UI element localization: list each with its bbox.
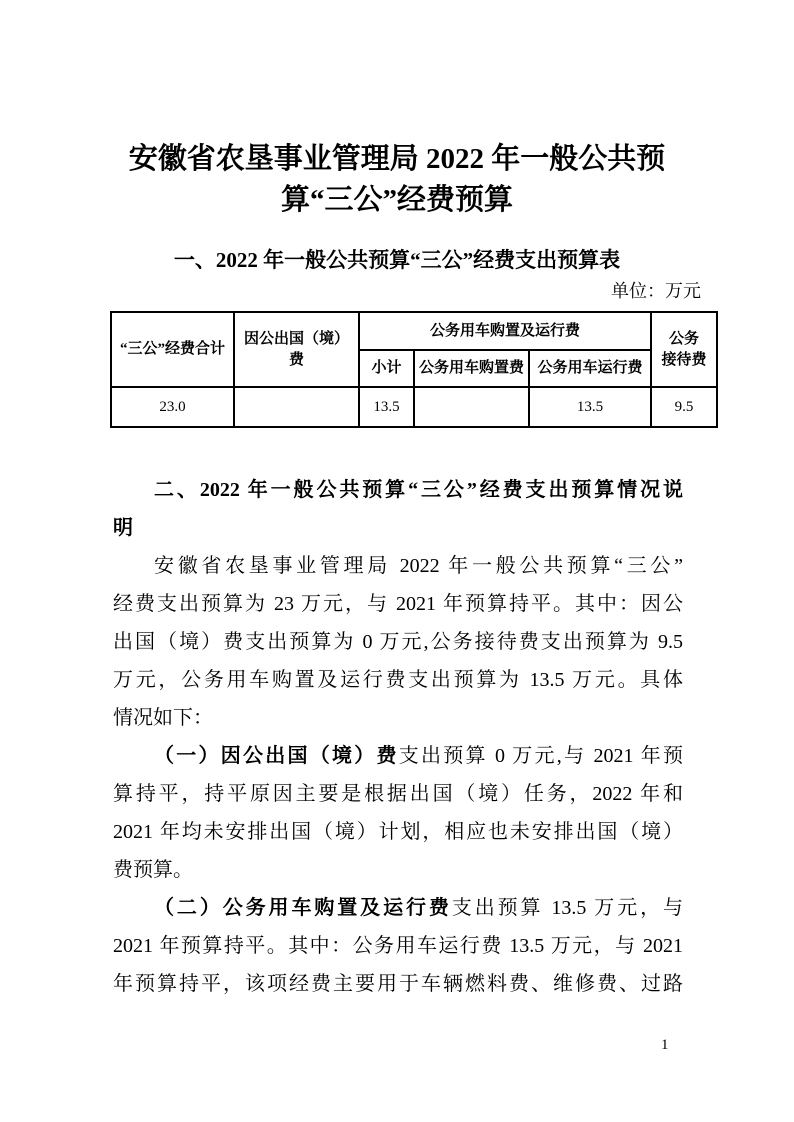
body-line — [113, 889, 683, 927]
sangong-budget-table — [110, 311, 718, 428]
body-line — [113, 737, 683, 775]
page-number: 1 — [661, 1037, 669, 1053]
body-segment: 支出预算 13.5 万元，与 — [451, 897, 684, 919]
body-line — [113, 547, 683, 585]
body-line — [113, 471, 683, 509]
body-segment: 情况如下： — [113, 707, 213, 729]
body-segment: 支出预算 0 万元,与 2021 年预 — [398, 745, 683, 767]
body-bold-segment: 二、2022 年一般公共预算“三公”经费支出预算情况说 — [154, 479, 683, 501]
header-reception-line2: 接待费 — [661, 351, 707, 368]
body-segment: 2021 年均未安排出国（境）计划，相应也未安排出国（境） — [113, 821, 683, 843]
body-line — [113, 623, 683, 661]
body-segment: 年预算持平，该项经费主要用于车辆燃料费、维修费、过路 — [113, 973, 683, 995]
header-total: “三公”经费合计 — [111, 312, 234, 387]
body-segment: 安徽省农垦事业管理局 2022 年一般公共预算“三公” — [154, 555, 683, 577]
value-total: 23.0 — [111, 387, 234, 427]
header-reception-line1: 公务 — [669, 331, 700, 348]
body-segment: 万元，公务用车购置及运行费支出预算为 13.5 万元。具体 — [113, 669, 683, 691]
body-bold-segment: （二）公务用车购置及运行费 — [154, 897, 452, 919]
body-line — [113, 699, 683, 737]
header-reception — [651, 312, 717, 387]
value-abroad — [234, 387, 359, 427]
value-vehicle-purchase — [414, 387, 529, 427]
body-line — [113, 851, 683, 889]
body-line — [113, 813, 683, 851]
body-segment: 经费支出预算为 23 万元，与 2021 年预算持平。其中：因公 — [113, 593, 683, 615]
value-subtotal: 13.5 — [359, 387, 414, 427]
body-line — [113, 585, 683, 623]
header-vehicle-purchase: 公务用车购置费 — [414, 350, 529, 387]
unit-label: 单位：万元 — [611, 281, 701, 301]
body-line — [113, 509, 683, 547]
body-line — [113, 661, 683, 699]
body-bold-segment: （一）因公出国（境）费 — [154, 745, 399, 767]
body-segment: 2021 年预算持平。其中：公务用车运行费 13.5 万元，与 2021 — [113, 935, 683, 957]
header-vehicle-group: 公务用车购置及运行费 — [359, 312, 651, 350]
body-bold-segment: 明 — [113, 517, 133, 539]
body-segment: 出国（境）费支出预算为 0 万元,公务接待费支出预算为 9.5 — [113, 631, 683, 653]
header-subtotal: 小计 — [359, 350, 414, 387]
page-title-line1: 安徽省农垦事业管理局 2022 年一般公共预 — [128, 143, 666, 175]
page-title — [0, 139, 794, 221]
body-line — [113, 965, 683, 1003]
value-reception: 9.5 — [651, 387, 717, 427]
header-vehicle-operation: 公务用车运行费 — [529, 350, 651, 387]
header-abroad: 因公出国（境）费 — [234, 312, 359, 387]
section1-heading: 一、2022 年一般公共预算“三公”经费支出预算表 — [173, 248, 621, 272]
body-line — [113, 775, 683, 813]
body-line — [113, 927, 683, 965]
page-title-line2: 算“三公”经费预算 — [280, 184, 513, 216]
body-text — [113, 471, 683, 1003]
body-segment: 费预算。 — [113, 859, 193, 881]
value-vehicle-operation: 13.5 — [529, 387, 651, 427]
body-segment: 算持平，持平原因主要是根据出国（境）任务，2022 年和 — [113, 783, 683, 805]
